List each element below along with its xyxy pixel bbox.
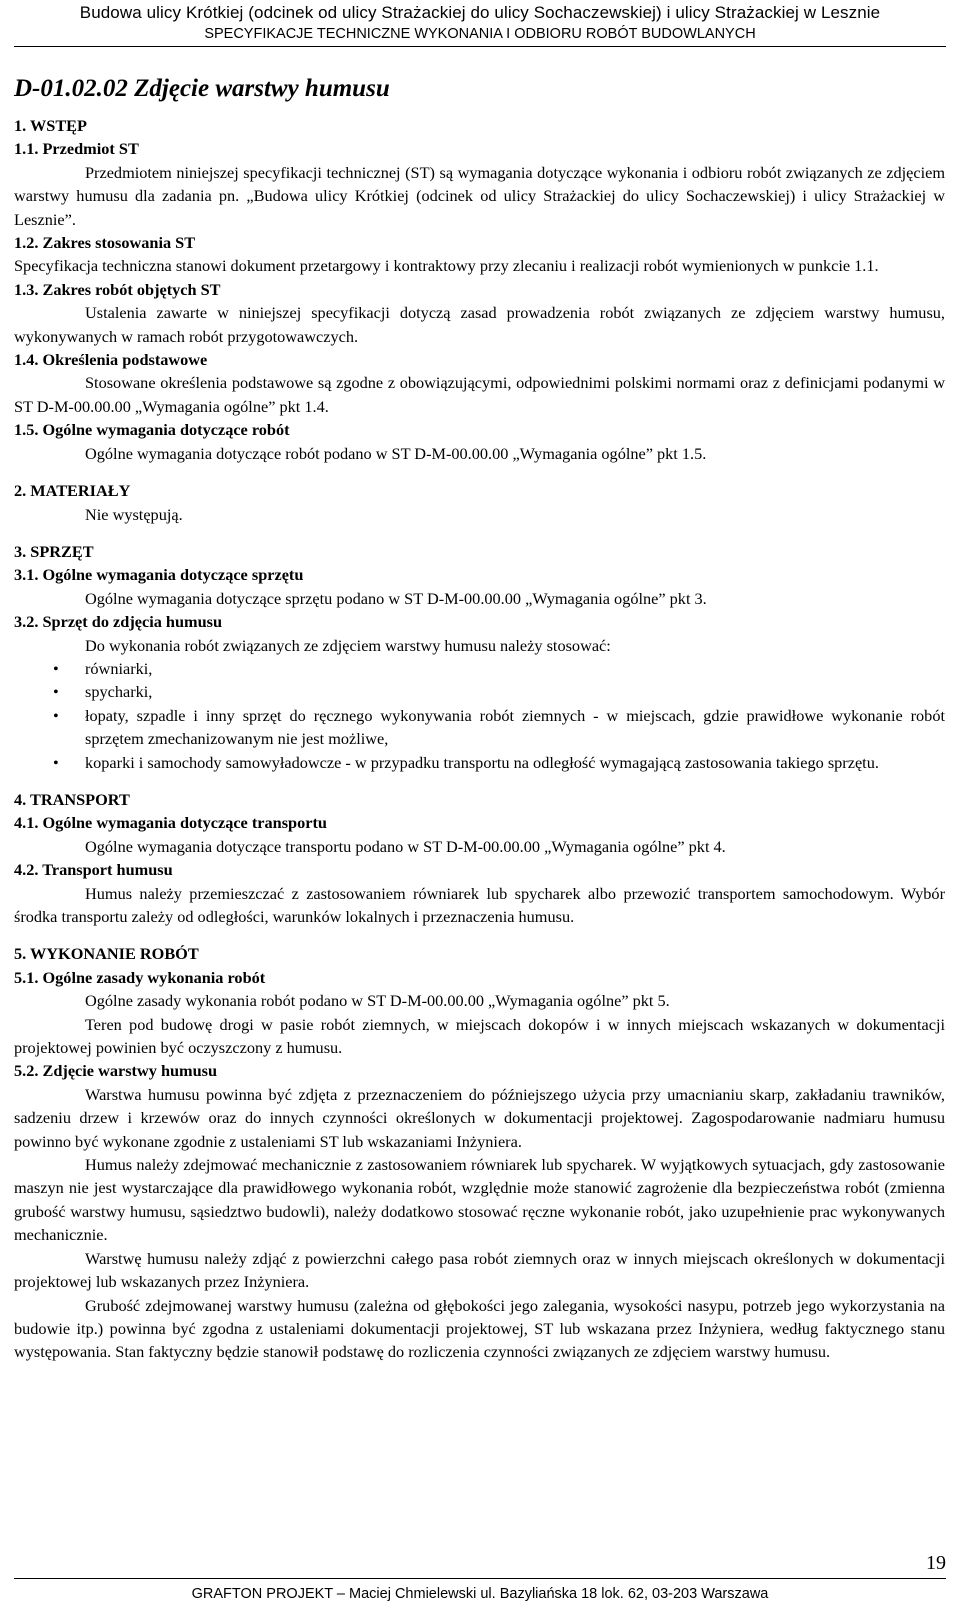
section-1-1-text: Przedmiotem niniejszej specyfikacji technicznej (ST) są wymagania dotyczące wykonania i odbioru robót związanych ze zdjęciem warstwy humusu dla zadania pn. „Budowa ulicy Krótkiej (odcinek od ulicy Strażackiej do ulicy Sochaczewskiej) i ulicy Strażackiej w Lesznie”. bbox=[14, 162, 945, 229]
section-1-4-text: Stosowane określenia podstawowe są zgodne z obowiązującymi, odpowiednimi polskimi normami oraz z definicjami podanymi w ST D-M-00.00.00 „Wymagania ogólne” pkt 1.4. bbox=[14, 373, 945, 416]
section-3-2-heading: 3.2. Sprzęt do zdjęcia humusu bbox=[14, 612, 223, 632]
list-item: • równiarki, bbox=[85, 657, 945, 680]
footer-divider bbox=[14, 1578, 946, 1579]
section-5-heading: 5. WYKONANIE ROBÓT bbox=[14, 944, 199, 964]
section-5-2-text-d: Grubość zdejmowanej warstwy humusu (zależna od głębokości jego zalegania, wysokości nasypu, potrzeb jego wykorzystania na budowie itp.) powinna być zgodna z ustaleniami dokumentacji projektowej, ST lub wskazana przez Inżyniera, według faktycznego stanu występowania. Stan faktyczny będzie stanowił podstawę do rozliczenia czynności związanych ze zdjęciem warstwy humusu. bbox=[14, 1295, 945, 1362]
section-5-2-text-a: Warstwa humusu powinna być zdjęta z przeznaczeniem do późniejszego użycia przy umacnianiu skarp, zakładaniu trawników, sadzeniu drzew i krzewów oraz do innych czynności określonych w dokumentacji projektowej. Zagospodarowanie nadmiaru humusu powinno być wykonane zgodnie z ustaleniami ST lub wskazaniami Inżyniera. bbox=[14, 1084, 945, 1151]
section-2-text: Nie występują. bbox=[85, 504, 183, 524]
bullet-icon: • bbox=[53, 682, 59, 702]
section-1-1-heading: 1.1. Przedmiot ST bbox=[14, 139, 139, 159]
header-project-title: Budowa ulicy Krótkiej (odcinek od ulicy Strażackiej do ulicy Sochaczewskiej) i ulicy Strażackiej w Lesznie bbox=[79, 3, 881, 22]
section-3-1-heading: 3.1. Ogólne wymagania dotyczące sprzętu bbox=[14, 565, 304, 585]
header-spec-title: SPECYFIKACJE TECHNICZNE WYKONANIA I ODBIORU ROBÓT BUDOWLANYCH bbox=[204, 26, 756, 42]
section-4-1-heading: 4.1. Ogólne wymagania dotyczące transportu bbox=[14, 813, 327, 833]
section-4-1-text: Ogólne wymagania dotyczące transportu podano w ST D-M-00.00.00 „Wymagania ogólne” pkt 4. bbox=[85, 836, 726, 856]
section-1-4-heading: 1.4. Określenia podstawowe bbox=[14, 350, 208, 370]
section-1-heading: 1. WSTĘP bbox=[14, 116, 87, 135]
section-1-5-text: Ogólne wymagania dotyczące robót podano w ST D-M-00.00.00 „Wymagania ogólne” pkt 1.5. bbox=[85, 443, 707, 463]
document-body bbox=[14, 72, 945, 1364]
page-footer: GRAFTON PROJEKT – Maciej Chmielewski ul. Bazyliańska 18 lok. 62, 03-203 Warszawa bbox=[191, 1586, 769, 1602]
list-item: • koparki i samochody samowyładowcze - w przypadku transportu na odległość wymagającą zastosowania takiego sprzętu. bbox=[85, 751, 945, 774]
section-5-1-heading: 5.1. Ogólne zasady wykonania robót bbox=[14, 967, 266, 987]
document-title: D-01.02.02 Zdjęcie warstwy humusu bbox=[14, 75, 390, 102]
equipment-list bbox=[14, 657, 945, 774]
page-header bbox=[0, 2, 960, 44]
section-5-2-heading: 5.2. Zdjęcie warstwy humusu bbox=[14, 1061, 218, 1081]
list-item: • spycharki, bbox=[85, 680, 945, 703]
section-2-heading: 2. MATERIAŁY bbox=[14, 481, 131, 501]
bullet-icon: • bbox=[53, 752, 59, 772]
section-1-3-heading: 1.3. Zakres robót objętych ST bbox=[14, 279, 221, 299]
section-3-1-text: Ogólne wymagania dotyczące sprzętu podano w ST D-M-00.00.00 „Wymagania ogólne” pkt 3. bbox=[85, 588, 707, 608]
section-4-2-heading: 4.2. Transport humusu bbox=[14, 860, 173, 880]
page-number: 19 bbox=[926, 1552, 946, 1574]
section-1-2-text: Specyfikacja techniczna stanowi dokument przetargowy i kontraktowy przy zlecaniu i realizacji robót wymienionych w punkcie 1.1. bbox=[14, 256, 879, 276]
bullet-icon: • bbox=[53, 705, 59, 725]
header-divider bbox=[14, 46, 946, 47]
list-item: • łopaty, szpadle i inny sprzęt do ręcznego wykonywania robót ziemnych - w miejscach, gdzie prawidłowe wykonanie robót sprzętem zmechanizowanym nie jest możliwe, bbox=[53, 705, 945, 749]
section-5-1-text-b: Teren pod budowę drogi w pasie robót ziemnych, w miejscach dokopów i w innych miejscach wskazanych w dokumentacji projektowej powinien być oczyszczony z humusu. bbox=[14, 1014, 945, 1058]
section-4-heading: 4. TRANSPORT bbox=[14, 789, 130, 809]
section-1-2-heading: 1.2. Zakres stosowania ST bbox=[14, 233, 196, 253]
bullet-icon: • bbox=[53, 658, 59, 678]
section-3-2-text: Do wykonania robót związanych ze zdjęciem warstwy humusu należy stosować: bbox=[85, 635, 611, 655]
section-1-3-text: Ustalenia zawarte w niniejszej specyfikacji dotyczą zasad prowadzenia robót związanych ze zdjęciem warstwy humusu, wykonywanych w ramach robót przygotowawczych. bbox=[14, 303, 945, 346]
section-3-heading: 3. SPRZĘT bbox=[14, 541, 94, 561]
section-4-2-text: Humus należy przemieszczać z zastosowaniem równiarek lub spycharek albo przewozić transportem samochodowym. Wybór środka transportu zależy od odległości, warunków lokalnych i przeznaczenia humusu. bbox=[14, 883, 945, 926]
section-1-5-heading: 1.5. Ogólne wymagania dotyczące robót bbox=[14, 420, 290, 440]
section-5-2-text-b: Humus należy zdejmować mechanicznie z zastosowaniem równiarek lub spycharek. W wyjątkowych sytuacjach, gdy zastosowanie maszyn nie jest wystarczające dla prawidłowego wykonania robót, względnie może stanowić zagrożenie dla bezpieczeństwa robót (zmienna grubość warstwy humusu, sąsiedztwo budowli), należy dodatkowo stosować ręczne wykonanie robót, jako uzupełnienie prac wykonywanych mechanicznie. bbox=[14, 1155, 945, 1245]
section-5-2-text-c: Warstwę humusu należy zdjąć z powierzchni całego pasa robót ziemnych oraz w innych miejscach określonych w dokumentacji projektowej lub wskazanych przez Inżyniera. bbox=[14, 1248, 945, 1292]
section-5-1-text-a: Ogólne zasady wykonania robót podano w ST D-M-00.00.00 „Wymagania ogólne” pkt 5. bbox=[85, 991, 670, 1011]
